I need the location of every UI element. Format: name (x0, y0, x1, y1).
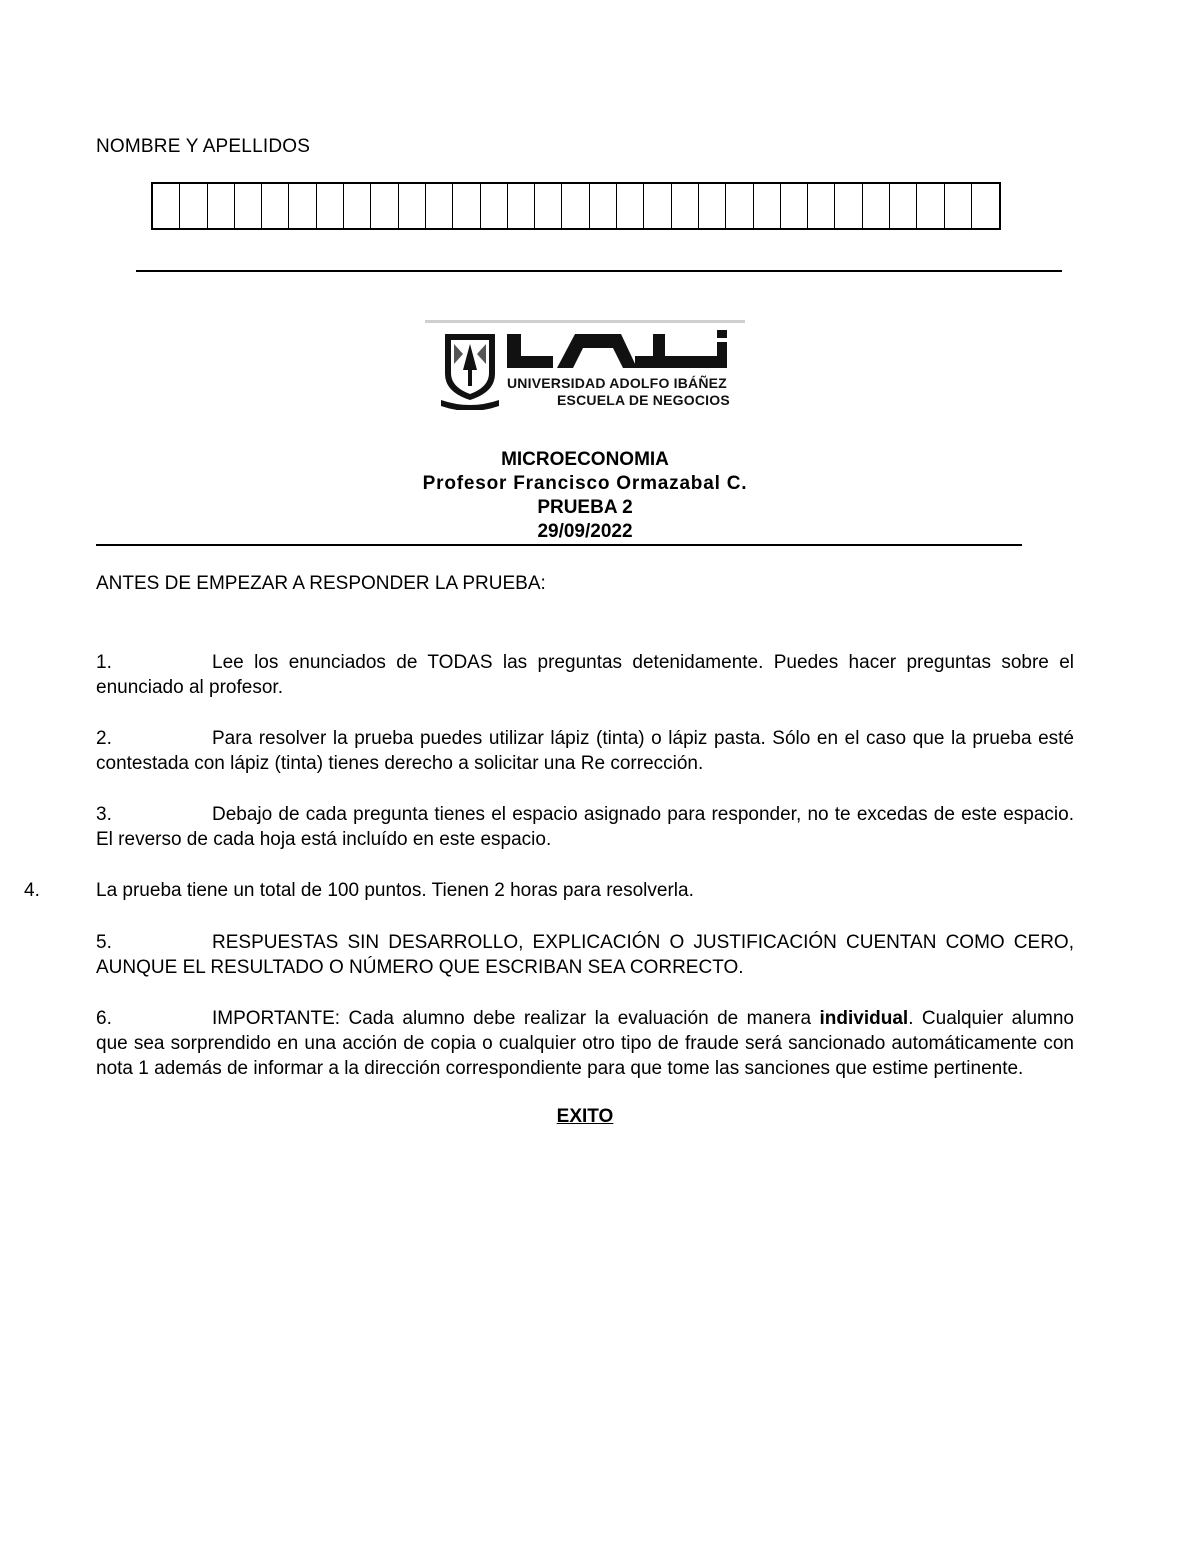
instruction-number: 3. (96, 804, 112, 825)
instruction-text: RESPUESTAS SIN DESARROLLO, EXPLICACIÓN O JUSTIFICACIÓN CUENTAN COMO CERO, AUNQUE EL RESULTADO O NÚMERO QUE ESCRIBAN SEA CORRECTO. (96, 932, 1074, 978)
name-letter-box[interactable] (344, 184, 371, 228)
name-letter-box[interactable] (672, 184, 699, 228)
exam-date: 29/09/2022 (537, 521, 633, 542)
name-letter-box[interactable] (945, 184, 972, 228)
instruction-text: La prueba tiene un total de 100 puntos. Tienen 2 horas para resolverla. (96, 880, 694, 901)
name-letter-box[interactable] (590, 184, 617, 228)
instruction-number: 6. (96, 1008, 112, 1029)
name-letter-box[interactable] (890, 184, 917, 228)
name-letter-box[interactable] (726, 184, 753, 228)
instruction-number: 4. (24, 880, 40, 901)
instruction-text: . Cualquier alumno que sea sorprendido en una acción de copia o cualquier otro tipo de fraude será sancionado automáticamente con nota 1 además de informar a la dirección correspondiente para que tome las sanciones que estime pertinente. (96, 1008, 1074, 1079)
signature-line (136, 270, 1062, 272)
instructions-intro: ANTES DE EMPEZAR A RESPONDER LA PRUEBA: (96, 573, 546, 594)
name-letter-box[interactable] (371, 184, 398, 228)
name-letter-box[interactable] (644, 184, 671, 228)
name-letter-box[interactable] (835, 184, 862, 228)
instruction-text: Lee los enunciados de TODAS las preguntas detenidamente. Puedes hacer preguntas sobre el enunciado al profesor. (96, 652, 1074, 698)
name-letter-box[interactable] (863, 184, 890, 228)
name-letter-box[interactable] (262, 184, 289, 228)
name-letter-box[interactable] (781, 184, 808, 228)
instruction-item (24, 878, 1074, 903)
logo-university-name: UNIVERSIDAD ADOLFO IBÁÑEZ (507, 375, 727, 391)
name-letter-box[interactable] (208, 184, 235, 228)
name-letter-box[interactable] (289, 184, 316, 228)
header-divider (96, 544, 1022, 546)
name-entry-boxes[interactable] (151, 182, 1001, 230)
exam-header (96, 448, 1074, 544)
instruction-item (96, 930, 1074, 980)
name-letter-box[interactable] (562, 184, 589, 228)
name-letter-box[interactable] (481, 184, 508, 228)
name-letter-box[interactable] (180, 184, 207, 228)
name-letter-box[interactable] (754, 184, 781, 228)
name-letter-box[interactable] (917, 184, 944, 228)
instruction-text: Debajo de cada pregunta tienes el espacio asignado para responder, no te excedas de este espacio. El reverso de cada hoja está incluído en este espacio. (96, 804, 1074, 850)
name-letter-box[interactable] (453, 184, 480, 228)
name-letter-box[interactable] (508, 184, 535, 228)
instruction-text: IMPORTANTE: Cada alumno debe realizar la evaluación de manera (212, 1008, 820, 1029)
name-letter-box[interactable] (808, 184, 835, 228)
professor-name: Profesor Francisco Ormazabal C. (422, 473, 748, 494)
instruction-item (96, 650, 1074, 700)
name-letter-box[interactable] (535, 184, 562, 228)
instruction-item (96, 1006, 1074, 1081)
instruction-number: 2. (96, 728, 112, 749)
instruction-text: Para resolver la prueba puedes utilizar lápiz (tinta) o lápiz pasta. Sólo en el caso que la prueba esté contestada con lápiz (tinta) tienes derecho a solicitar una Re corrección. (96, 728, 1074, 774)
logo-school-name: ESCUELA DE NEGOCIOS (557, 392, 730, 408)
instruction-number: 5. (96, 932, 112, 953)
university-logo (425, 320, 747, 410)
name-letter-box[interactable] (617, 184, 644, 228)
exam-title: PRUEBA 2 (537, 497, 633, 518)
instruction-number: 1. (96, 652, 112, 673)
closing-word: EXITO (556, 1106, 614, 1127)
name-label: NOMBRE Y APELLIDOS (96, 136, 311, 157)
name-letter-box[interactable] (153, 184, 180, 228)
name-letter-box[interactable] (235, 184, 262, 228)
name-letter-box[interactable] (699, 184, 726, 228)
instruction-item (96, 802, 1074, 852)
name-letter-box[interactable] (317, 184, 344, 228)
instruction-emphasis: individual (819, 1008, 909, 1029)
instruction-item (96, 726, 1074, 776)
course-title: MICROECONOMIA (501, 449, 669, 470)
name-letter-box[interactable] (426, 184, 453, 228)
name-letter-box[interactable] (399, 184, 426, 228)
name-letter-box[interactable] (972, 184, 999, 228)
